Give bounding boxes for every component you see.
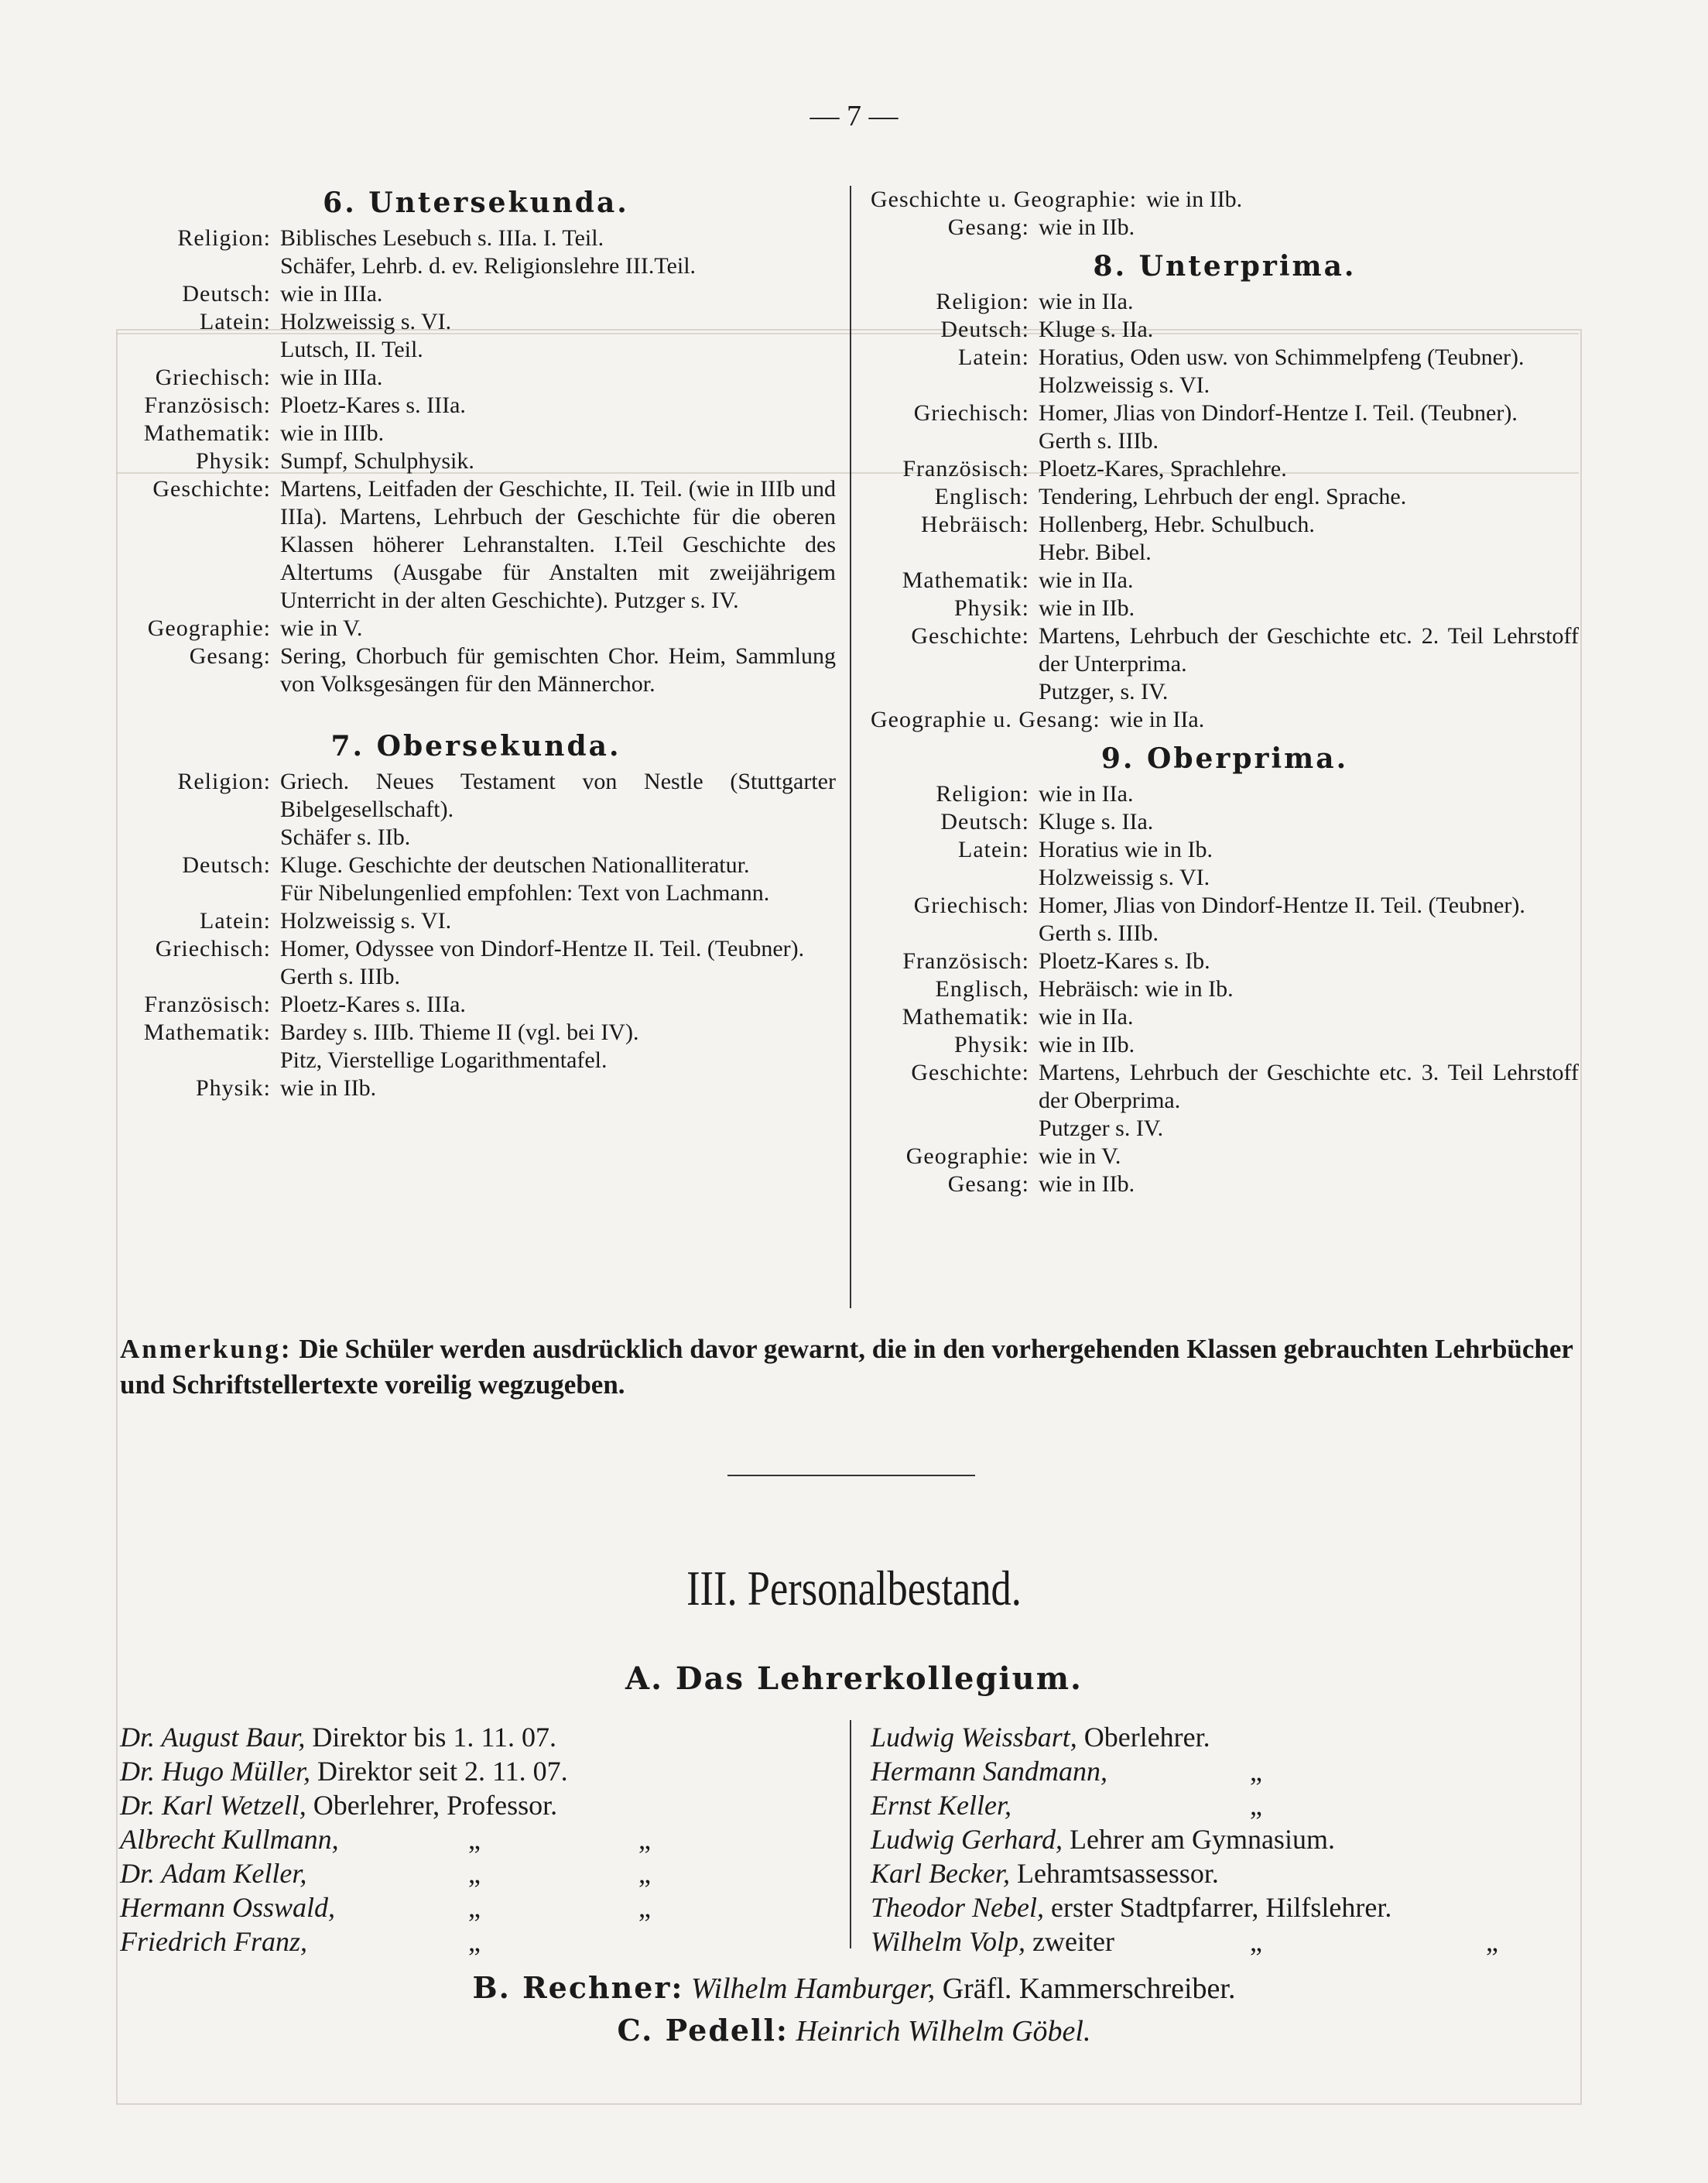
subject-label: Französisch:: [902, 948, 1029, 974]
book-text: wie in IIa.: [1039, 567, 1134, 593]
staff-name: Hermann Sandmann,: [871, 1756, 1107, 1787]
subject-label: Englisch,: [935, 976, 1029, 1002]
subject-row: [871, 186, 1579, 214]
staff-role: Lehramtsassessor.: [1016, 1858, 1219, 1889]
subject-row: [871, 427, 1579, 455]
subject-label: [116, 879, 280, 907]
book-text: Hebr. Bibel.: [1039, 540, 1152, 565]
subject-row: [116, 252, 836, 280]
book-text: Kluge. Geschichte der deutschen Nationalliteratur.: [280, 852, 750, 878]
staff-role: Oberlehrer.: [1083, 1722, 1210, 1753]
subject-label: [116, 336, 280, 364]
book-text: Ploetz-Kares s. IIIa.: [280, 392, 466, 418]
heading-untersekunda: 6. Untersekunda.: [323, 187, 629, 219]
subject-label: Französisch:: [144, 392, 271, 418]
subject-row: [871, 1170, 1579, 1198]
column-divider: [850, 186, 851, 1308]
subject-label: Hebräisch:: [921, 512, 1029, 537]
book-text: Horatius, Oden usw. von Schimmelpfeng (Teubner).: [1039, 344, 1525, 370]
subject-row: [116, 308, 836, 336]
subject-label: Griechisch:: [155, 936, 271, 961]
book-text: Gerth s. IIIb.: [1039, 428, 1159, 454]
subject-label: Griechisch:: [913, 893, 1029, 918]
heading-oberprima: 9. Oberprima.: [1100, 742, 1349, 775]
subject-label: Physik:: [953, 1032, 1029, 1057]
staff-name: Dr. Adam Keller,: [120, 1858, 307, 1889]
book-text: Schäfer, Lehrb. d. ev. Religionslehre III.Teil.: [280, 253, 697, 279]
subject-row: [116, 768, 836, 824]
continued-list: [871, 186, 1579, 242]
ditto-mark: „: [1250, 1756, 1262, 1787]
subject-row: [116, 420, 836, 447]
ditto-mark: „: [1486, 1926, 1498, 1957]
subject-row: [871, 1115, 1579, 1143]
ditto-mark: „: [468, 1858, 481, 1889]
subject-row: [116, 447, 836, 475]
staff-entry: [871, 1856, 1590, 1890]
subject-label: Deutsch:: [940, 317, 1029, 342]
book-text: wie in IIb.: [1039, 1032, 1135, 1057]
subject-label: Deutsch:: [940, 809, 1029, 834]
staff-name: Dr. Karl Wetzell,: [120, 1790, 306, 1821]
subject-label: [871, 864, 1039, 892]
subject-row: [116, 824, 836, 852]
book-text: Bardey s. IIIb. Thieme II (vgl. bei IV).: [280, 1020, 639, 1045]
staff-role: zweiter: [1032, 1926, 1114, 1957]
subject-label: [871, 1115, 1039, 1143]
right-column: [871, 186, 1579, 1198]
subject-row: [116, 1074, 836, 1102]
staff-name: Wilhelm Volp,: [871, 1926, 1025, 1957]
subject-row: [116, 879, 836, 907]
staff-name: Theodor Nebel,: [871, 1892, 1044, 1923]
subject-label: Französisch:: [144, 992, 271, 1017]
staff-entry: [120, 1856, 840, 1890]
subject-label: Deutsch:: [182, 852, 271, 878]
subject-row: [871, 920, 1579, 948]
book-text: Sumpf, Schulphysik.: [280, 448, 474, 474]
book-text: Putzger, s. IV.: [1039, 679, 1169, 704]
subject-row: [116, 643, 836, 698]
subject-label: Latein:: [958, 344, 1029, 370]
book-text: wie in IIb.: [1146, 187, 1243, 212]
book-text: Griech. Neues Testament von Nestle (Stuttgarter Bibelgesellschaft).: [280, 769, 836, 822]
remark-note: [120, 1331, 1579, 1403]
book-text: wie in IIIa.: [280, 365, 383, 390]
subject-row: [116, 392, 836, 420]
subject-label: Geschichte:: [911, 623, 1029, 649]
rechner-line: [0, 1970, 1708, 2006]
book-text: Schäfer s. IIb.: [280, 824, 411, 850]
ditto-mark: „: [638, 1858, 651, 1889]
staff-name: Hermann Osswald,: [120, 1892, 336, 1923]
subject-row: [871, 483, 1579, 511]
book-text: Ploetz-Kares s. Ib.: [1039, 948, 1210, 974]
subject-row: [871, 1003, 1579, 1031]
staff-name: Dr. Hugo Müller,: [120, 1756, 311, 1787]
subject-label: Griechisch:: [913, 400, 1029, 426]
staff-name: Albrecht Kullmann,: [120, 1824, 339, 1855]
staff-role: Direktor seit 2. 11. 07.: [317, 1756, 568, 1787]
subject-row: [871, 1143, 1579, 1170]
staff-entry: [871, 1890, 1590, 1924]
subject-row: [871, 1031, 1579, 1059]
subject-row: [116, 852, 836, 879]
book-text: wie in V.: [1039, 1143, 1121, 1169]
subject-label: [871, 678, 1039, 706]
subject-label: Englisch:: [934, 484, 1029, 509]
staff-entry: [871, 1924, 1590, 1959]
subject-row: [116, 991, 836, 1019]
subject-row: [871, 539, 1579, 567]
separator-rule: [727, 1475, 975, 1476]
book-text: wie in V.: [280, 615, 363, 641]
subject-label: Latein:: [200, 908, 271, 934]
subject-label: Mathematik:: [902, 567, 1029, 593]
subject-label: [871, 372, 1039, 399]
subject-label: Latein:: [958, 837, 1029, 862]
subject-row: [116, 475, 836, 615]
ditto-mark: „: [468, 1926, 481, 1957]
book-text: Martens, Lehrbuch der Geschichte etc. 2. Teil Lehrstoff der Unterprima.: [1039, 623, 1579, 677]
book-text: Horatius wie in Ib.: [1039, 837, 1213, 862]
staff-list-left: [120, 1720, 840, 1959]
book-text: Hollenberg, Hebr. Schulbuch.: [1039, 512, 1315, 537]
staff-entry: [871, 1788, 1590, 1822]
book-text: wie in IIIb.: [280, 420, 385, 446]
subheading-lehrerkollegium: A. Das Lehrerkollegium.: [625, 1660, 1083, 1697]
staff-name: Ludwig Weissbart,: [871, 1722, 1077, 1753]
staff-entry: [120, 1720, 840, 1754]
subject-label: Geschichte u. Geographie:: [871, 187, 1138, 212]
ditto-mark: „: [468, 1892, 481, 1923]
book-text: Kluge s. IIa.: [1039, 317, 1154, 342]
staff-entry: [871, 1754, 1590, 1788]
book-text: Biblisches Lesebuch s. IIIa. I. Teil.: [280, 225, 604, 251]
subject-label: Physik:: [195, 1075, 271, 1101]
subject-label: Geographie:: [147, 615, 271, 641]
staff-entry: [120, 1788, 840, 1822]
book-text: wie in IIb.: [1039, 595, 1135, 621]
subject-row: [871, 455, 1579, 483]
subject-row: [871, 214, 1579, 242]
book-text: Martens, Leitfaden der Geschichte, II. Teil. (wie in IIIb und IIIa). Martens, Lehrbuch der Geschichte für die oberen Klassen höherer Lehranstalten. I.Teil Geschichte des Altertums (Ausgabe für Anstalten mit zweijährigem Unterricht in der alten Geschichte). Putzger s. IV.: [280, 476, 836, 613]
subject-row: [871, 864, 1579, 892]
subject-row: [871, 892, 1579, 920]
staff-entry: [120, 1924, 840, 1959]
subject-label: Physik:: [195, 448, 271, 474]
subject-label: Griechisch:: [155, 365, 271, 390]
subject-label: Physik:: [953, 595, 1029, 621]
book-text: wie in IIb.: [1039, 214, 1135, 240]
subject-row: [871, 344, 1579, 372]
rechner-name: Wilhelm Hamburger,: [690, 1972, 936, 2005]
book-text: Ploetz-Kares, Sprachlehre.: [1039, 456, 1287, 481]
book-text: Holzweissig s. VI.: [280, 309, 452, 334]
staff-name: Karl Becker,: [871, 1858, 1010, 1889]
staff-name: Ludwig Gerhard,: [871, 1824, 1063, 1855]
book-text: Hebräisch: wie in Ib.: [1039, 976, 1234, 1002]
subject-row: [116, 935, 836, 963]
subject-label: Gesang:: [947, 1171, 1029, 1197]
book-text: Für Nibelungenlied empfohlen: Text von Lachmann.: [280, 880, 770, 906]
book-text: Lutsch, II. Teil.: [280, 337, 423, 362]
book-text: Homer, Jlias von Dindorf-Hentze II. Teil. (Teubner).: [1039, 893, 1525, 918]
subject-label: [116, 824, 280, 852]
subject-row: [871, 975, 1579, 1003]
book-text: Gerth s. IIIb.: [1039, 920, 1159, 946]
subject-row: [116, 364, 836, 392]
subject-row: [871, 780, 1579, 808]
book-text: Homer, Jlias von Dindorf-Hentze I. Teil. (Teubner).: [1039, 400, 1518, 426]
subject-label: [116, 1047, 280, 1074]
staff-entry: [871, 1822, 1590, 1856]
subject-label: Gesang:: [189, 643, 271, 669]
book-text: Gerth s. IIIb.: [280, 964, 400, 989]
subject-label: [871, 427, 1039, 455]
book-text: Holzweissig s. VI.: [1039, 865, 1210, 890]
book-text: Kluge s. IIa.: [1039, 809, 1154, 834]
subject-row: [116, 1019, 836, 1047]
unterprima-list: [871, 288, 1579, 734]
subject-label: Religion:: [177, 769, 271, 794]
subject-row: [116, 963, 836, 991]
subject-row: [116, 907, 836, 935]
subject-row: [871, 808, 1579, 836]
subject-row: [871, 372, 1579, 399]
subject-row: [871, 399, 1579, 427]
subject-label: Mathematik:: [143, 1020, 271, 1045]
subject-label: Religion:: [936, 781, 1029, 807]
book-text: Tendering, Lehrbuch der engl. Sprache.: [1039, 484, 1407, 509]
book-text: Sering, Chorbuch für gemischten Chor. Heim, Sammlung von Volksgesängen für den Männerchor.: [280, 643, 836, 697]
book-text: wie in IIIa.: [280, 281, 383, 307]
staff-name: Friedrich Franz,: [120, 1926, 307, 1957]
heading-unterprima: 8. Unterprima.: [1093, 250, 1357, 283]
staff-role: erster Stadtpfarrer, Hilfslehrer.: [1050, 1892, 1392, 1923]
subject-row: [871, 706, 1579, 734]
staff-name: Ernst Keller,: [871, 1790, 1012, 1821]
book-text: wie in IIb.: [1039, 1171, 1135, 1197]
untersekunda-list: [116, 224, 836, 698]
page-number: — 7 —: [810, 100, 898, 132]
subject-label: Mathematik:: [902, 1004, 1029, 1030]
staff-list-right: [871, 1720, 1590, 1959]
ditto-mark: „: [468, 1824, 481, 1855]
subject-row: [116, 1047, 836, 1074]
subject-row: [871, 567, 1579, 595]
subject-row: [871, 622, 1579, 678]
subject-label: Geschichte:: [911, 1060, 1029, 1085]
obersekunda-list: [116, 768, 836, 1102]
pedell-name: Heinrich Wilhelm Göbel.: [796, 2015, 1091, 2048]
subject-label: Deutsch:: [182, 281, 271, 307]
left-column: [116, 186, 836, 1102]
rechner-role: Gräfl. Kammerschreiber.: [942, 1972, 1236, 2005]
subject-row: [871, 1059, 1579, 1115]
section-heading-personalbestand: III. Personalbestand.: [686, 1561, 1022, 1616]
oberprima-list: [871, 780, 1579, 1198]
subject-row: [116, 280, 836, 308]
subject-label: Latein:: [200, 309, 271, 334]
pedell-label: C. Pedell:: [617, 2013, 789, 2048]
ditto-mark: „: [638, 1824, 651, 1855]
subject-row: [871, 511, 1579, 539]
staff-name: Dr. August Baur,: [120, 1722, 306, 1753]
staff-entry: [871, 1720, 1590, 1754]
subject-label: Mathematik:: [143, 420, 271, 446]
pedell-line: [0, 2013, 1708, 2048]
subject-label: [871, 920, 1039, 948]
book-text: Holzweissig s. VI.: [280, 908, 452, 934]
subject-label: [116, 252, 280, 280]
book-text: Homer, Odyssee von Dindorf-Hentze II. Teil. (Teubner).: [280, 936, 805, 961]
staff-entry: [120, 1754, 840, 1788]
staff-role: Direktor bis 1. 11. 07.: [312, 1722, 557, 1753]
ditto-mark: „: [1250, 1926, 1262, 1957]
subject-row: [116, 336, 836, 364]
heading-obersekunda: 7. Obersekunda.: [330, 730, 621, 763]
book-text: Putzger s. IV.: [1039, 1115, 1164, 1141]
subject-label: Französisch:: [902, 456, 1029, 481]
rechner-label: B. Rechner:: [472, 1970, 684, 2005]
subject-label: Geographie u. Gesang:: [871, 707, 1100, 732]
subject-label: Religion:: [936, 289, 1029, 314]
book-text: Holzweissig s. VI.: [1039, 372, 1210, 398]
remark-label: Anmerkung:: [120, 1334, 293, 1364]
staff-role: Oberlehrer, Professor.: [313, 1790, 558, 1821]
subject-row: [871, 316, 1579, 344]
book-text: wie in IIb.: [280, 1075, 377, 1101]
subject-label: Gesang:: [947, 214, 1029, 240]
staff-entry: [120, 1890, 840, 1924]
book-text: wie in IIa.: [1039, 289, 1134, 314]
subject-label: Geographie:: [905, 1143, 1029, 1169]
staff-divider: [850, 1720, 851, 1948]
subject-row: [871, 678, 1579, 706]
book-text: Ploetz-Kares s. IIIa.: [280, 992, 466, 1017]
book-text: wie in IIa.: [1109, 707, 1205, 732]
ditto-mark: „: [1250, 1790, 1262, 1821]
staff-role: Lehrer am Gymnasium.: [1070, 1824, 1335, 1855]
ditto-mark: „: [638, 1892, 651, 1923]
staff-entry: [120, 1822, 840, 1856]
book-text: wie in IIa.: [1039, 781, 1134, 807]
subject-row: [871, 948, 1579, 975]
remark-text: Die Schüler werden ausdrücklich davor gewarnt, die in den vorhergehenden Klassen gebrauchten Lehrbücher und Schriftstellertexte voreilig wegzugeben.: [120, 1334, 1573, 1400]
book-text: Pitz, Vierstellige Logarithmentafel.: [280, 1047, 608, 1073]
subject-label: Religion:: [177, 225, 271, 251]
subject-label: Geschichte:: [152, 476, 271, 502]
subject-row: [871, 836, 1579, 864]
subject-row: [871, 288, 1579, 316]
subject-row: [871, 595, 1579, 622]
subject-label: [116, 963, 280, 991]
subject-label: [871, 539, 1039, 567]
book-text: wie in IIa.: [1039, 1004, 1134, 1030]
book-text: Martens, Lehrbuch der Geschichte etc. 3. Teil Lehrstoff der Oberprima.: [1039, 1060, 1579, 1113]
subject-row: [116, 615, 836, 643]
subject-row: [116, 224, 836, 252]
